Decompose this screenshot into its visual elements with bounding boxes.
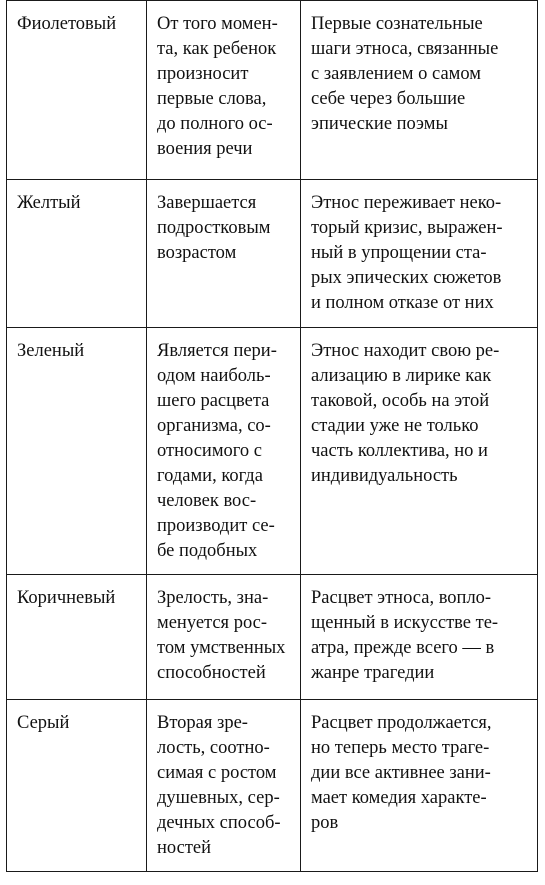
person-stage-line: бе подобных — [157, 541, 258, 561]
ethnos-stage-line: Расцвет этноса, вопло- — [311, 588, 492, 608]
ethnos-stage-line: шаги этноса, связанные — [311, 39, 499, 59]
person-stage-line: способностей — [157, 663, 266, 683]
person-stage-line: та, как ребенок — [157, 39, 277, 59]
person-stage-line: Вторая зре- — [157, 713, 248, 733]
color-cell: Желтый — [7, 180, 147, 328]
table-row — [7, 180, 538, 328]
ethnos-stage-cell — [301, 700, 538, 872]
ethnos-stage-line: Расцвет продолжается, — [311, 713, 492, 733]
person-stage-line: шего расцвета — [157, 391, 270, 411]
person-stage-cell — [147, 1, 301, 180]
ethnos-stage-line: ров — [311, 813, 339, 833]
person-stage-line: От того момен- — [157, 14, 278, 34]
ethnos-stage-line: жанре трагедии — [311, 663, 435, 683]
person-stage-line: воения речи — [157, 139, 253, 159]
person-stage-line: дечных способ- — [157, 813, 281, 833]
color-cell: Коричневый — [7, 575, 147, 700]
ethnos-stage-cell — [301, 575, 538, 700]
person-stage-line: симая с ростом — [157, 763, 277, 783]
person-stage-line: Зрелость, зна- — [157, 588, 269, 608]
person-stage-line: ностей — [157, 838, 212, 858]
ethnos-stage-line: рых эпических сюжетов — [311, 268, 502, 288]
color-stages-table — [6, 0, 538, 872]
person-stage-line: произносит — [157, 64, 249, 84]
person-stage-line: менуется рос- — [157, 613, 268, 633]
person-stage-line: человек вос- — [157, 491, 257, 511]
person-stage-line: до полного ос- — [157, 114, 273, 134]
person-stage-cell — [147, 328, 301, 575]
ethnos-stage-line: Этнос находит свою ре- — [311, 341, 500, 361]
person-stage-line: подростковым — [157, 218, 271, 238]
person-stage-cell — [147, 700, 301, 872]
table-body — [7, 1, 538, 872]
person-stage-line: лость, соотно- — [157, 738, 270, 758]
ethnos-stage-line: себе через большие — [311, 89, 466, 109]
color-cell: Серый — [7, 700, 147, 872]
person-stage-line: годами, когда — [157, 466, 263, 486]
ethnos-stage-line: ный в упрощении ста- — [311, 243, 487, 263]
ethnos-stage-line: торый кризис, выражен- — [311, 218, 503, 238]
ethnos-stage-line: и полном отказе от них — [311, 293, 494, 313]
person-stage-line: душевных, сер- — [157, 788, 280, 808]
table-row — [7, 1, 538, 180]
ethnos-stage-line: щенный в искусстве те- — [311, 613, 499, 633]
person-stage-line: Завершается — [157, 193, 257, 213]
ethnos-stage-cell — [301, 328, 538, 575]
person-stage-line: организма, со- — [157, 416, 271, 436]
person-stage-line: одом наиболь- — [157, 366, 271, 386]
person-stage-line: относимого с — [157, 441, 262, 461]
ethnos-stage-line: дии все активнее зани- — [311, 763, 491, 783]
ethnos-stage-line: но теперь место траге- — [311, 738, 490, 758]
person-stage-line: Является пери- — [157, 341, 277, 361]
person-stage-line: том умственных — [157, 638, 286, 658]
ethnos-stage-line: с заявлением о самом — [311, 64, 481, 84]
ethnos-stage-line: Этнос переживает неко- — [311, 193, 502, 213]
person-stage-cell — [147, 575, 301, 700]
ethnos-stage-line: стадии уже не только — [311, 416, 479, 436]
ethnos-stage-line: индивидуальность — [311, 466, 458, 486]
ethnos-stage-line: эпические поэмы — [311, 114, 448, 134]
person-stage-line: производит се- — [157, 516, 275, 536]
ethnos-stage-line: Первые сознательные — [311, 14, 483, 34]
color-cell: Фиолетовый — [7, 1, 147, 180]
ethnos-stage-cell — [301, 1, 538, 180]
ethnos-stage-line: часть коллектива, но и — [311, 441, 488, 461]
ethnos-stage-cell — [301, 180, 538, 328]
table-row — [7, 700, 538, 872]
person-stage-cell — [147, 180, 301, 328]
ethnos-stage-line: таковой, особь на этой — [311, 391, 490, 411]
ethnos-stage-line: мает комедия характе- — [311, 788, 487, 808]
person-stage-line: первые слова, — [157, 89, 267, 109]
person-stage-line: возрастом — [157, 243, 237, 263]
color-cell: Зеленый — [7, 328, 147, 575]
ethnos-stage-line: ализацию в лирике как — [311, 366, 492, 386]
table-row — [7, 575, 538, 700]
ethnos-stage-line: атра, прежде всего — в — [311, 638, 495, 658]
table-row — [7, 328, 538, 575]
